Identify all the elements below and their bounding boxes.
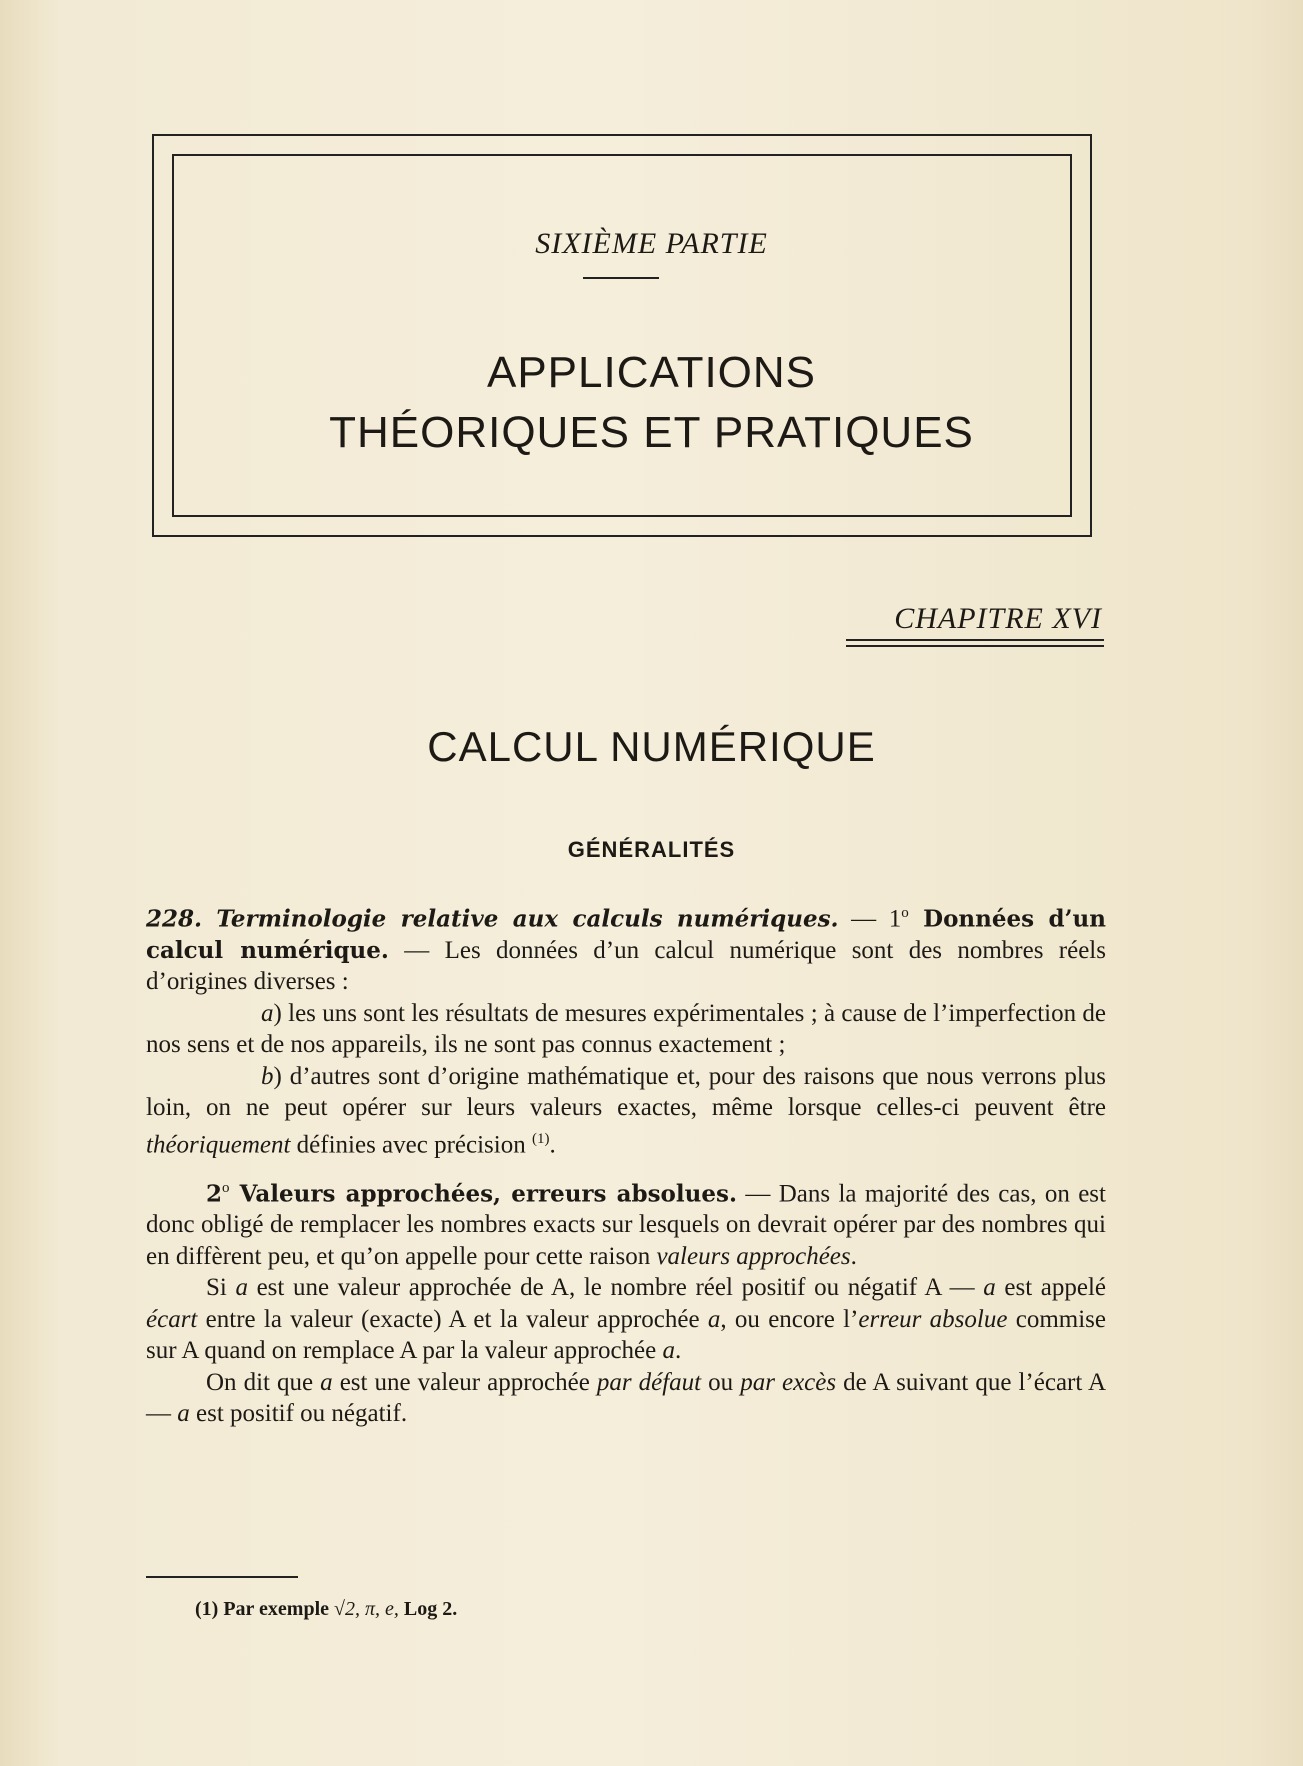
chapter-rule (846, 645, 1104, 647)
chapter-title: CALCUL NUMÉRIQUE (427, 723, 876, 770)
part-rule (583, 277, 659, 279)
footnote: (1) Par exemple √2, π, e, Log 2. (195, 1598, 458, 1620)
part-title-frame (152, 134, 1092, 537)
footnote-ref[interactable]: (1) (532, 1130, 550, 1147)
part-label: SIXIÈME PARTIE (535, 227, 768, 260)
part-title-line2: THÉORIQUES ET PRATIQUES (329, 408, 974, 457)
part-title-line1: APPLICATIONS (486, 348, 817, 397)
footnote-rule (146, 1576, 298, 1578)
paragraph-2: 2$^o$ Valeurs approchées, erreurs absolues. — Dans la majorité des cas, on est donc obligé de remplacer les nombres exacts sur lesquels on devrait opérer par des nombres qui en diffèrent peu, et qu’on appelle pour cette raison valeurs approchées. (146, 1179, 1106, 1270)
body-text (146, 898, 1106, 1430)
paragraph-ecart: Si a est une valeur approchée de A, le nombre réel positif ou négatif A — a est appelé écart entre la valeur (exacte) A et la valeur approchée a, ou encore l’erreur absolue commise sur A quand on remplace A par la valeur approchée a. (146, 1274, 1106, 1365)
paragraph-b: b) d’autres sont d’origine mathématique et, pour des raisons que nous verrons plus loin, on ne peut opérer sur leurs valeurs exactes, même lorsque celles-ci peuvent être théoriquement définies avec précision $^{(1)}$. (146, 1062, 1106, 1159)
chapter-label: CHAPITRE XVI (894, 602, 1102, 635)
paragraph-defaut: On dit que a est une valeur approchée par défaut ou par excès de A suivant que l’écart A — a est positif ou négatif. (146, 1368, 1107, 1428)
section-title: GÉNÉRALITÉS (567, 837, 736, 862)
chapter-rule (846, 639, 1104, 641)
paragraph-a: a) les uns sont les résultats de mesures expérimentales ; à cause de l’imperfection de nos sens et de nos appareils, ils ne sont pas connus exactement ; (146, 999, 1106, 1059)
footnote-math: √2, π, e, (334, 1598, 399, 1620)
part-title-inner-frame (172, 154, 1072, 517)
paragraph-228: 228. Terminologie relative aux calculs numériques. — 1$^o$ Données d’un calcul numérique. — Les données d’un calcul numérique sont des nombres réels d’origines diverses : (146, 905, 1106, 996)
